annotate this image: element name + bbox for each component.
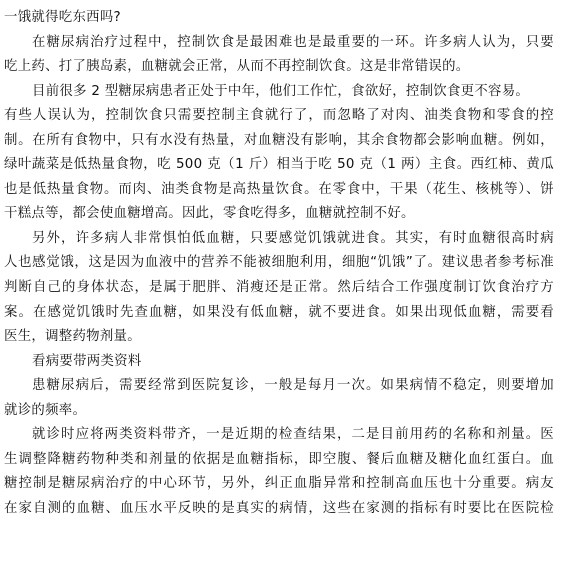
paragraph-line: 患糖尿病后，需要经常到医院复诊，一般是每月一次。如果病情不稳定，则要增加 (32, 378, 554, 394)
paragraph-line: 绿叶蔬菜是低热量食物，吃 500 克（1 斤）相当于吃 50 克（1 两）主食。西红柿、黄瓜 (4, 157, 554, 173)
paragraph-line: 就诊的频率。 (4, 402, 87, 418)
paragraph-line: 判断自己的身体状态，是属于肥胖、消瘦还是正常。然后结合工作强度制订饮食治疗方 (4, 280, 554, 296)
paragraph-line: 目前很多 2 型糖尿病患者正处于中年，他们工作忙，食欲好，控制饮食更不容易。 (32, 83, 530, 99)
paragraph-line: 在糖尿病治疗过程中，控制饮食是最困难也是最重要的一环。许多病人认为，只要 (32, 34, 554, 50)
paragraph-line: 制。在所有食物中，只有水没有热量，对血糖没有影响，其余食物都会影响血糖。例如， (4, 132, 554, 148)
paragraph-line: 吃上药、打了胰岛素，血糖就会正常，从而不再控制饮食。这是非常错误的。 (4, 59, 470, 75)
paragraph-line: 干糕点等，都会使血糖增高。因此，零食吃得多，血糖就控制不好。 (4, 206, 415, 222)
paragraph-line: 在家自测的血糖、血压水平反映的是真实的病情，这些在家测的指标有时要比在医院检 (4, 500, 554, 516)
article-title: 一饿就得吃东西吗? (4, 10, 121, 25)
paragraph-line: 糖控制是糖尿病治疗的中心环节，另外，纠正血脂异常和控制高血压也十分重要。病友 (4, 476, 554, 492)
paragraph-line: 医生，调整药物剂量。 (4, 329, 141, 345)
section-heading: 看病要带两类资料 (32, 353, 142, 369)
paragraph-line: 人也感觉饿，这是因为血液中的营养不能被细胞利用，细胞“饥饿”了。建议患者参考标准 (4, 255, 554, 271)
paragraph-line: 有些人误认为，控制饮食只需要控制主食就行了，而忽略了对肉、油类食物和零食的控 (4, 108, 554, 124)
paragraph-line: 案。在感觉饥饿时先查血糖，如果没有低血糖，就不要进食。如果出现低血糖，需要看 (4, 304, 554, 320)
paragraph-line: 就诊时应将两类资料带齐，一是近期的检查结果，二是目前用药的名称和剂量。医 (32, 427, 554, 443)
paragraph-line: 另外，许多病人非常惧怕低血糖，只要感觉饥饿就进食。其实，有时血糖很高时病 (32, 230, 554, 246)
paragraph-line: 也是低热量食物。而肉、油类食物是高热量饮食。在零食中，干果（花生、核桃等）、饼 (4, 181, 554, 197)
paragraph-line: 生调整降糖药物种类和剂量的依据是血糖指标，即空腹、餐后血糖及糖化血红蛋白。血 (4, 451, 554, 467)
